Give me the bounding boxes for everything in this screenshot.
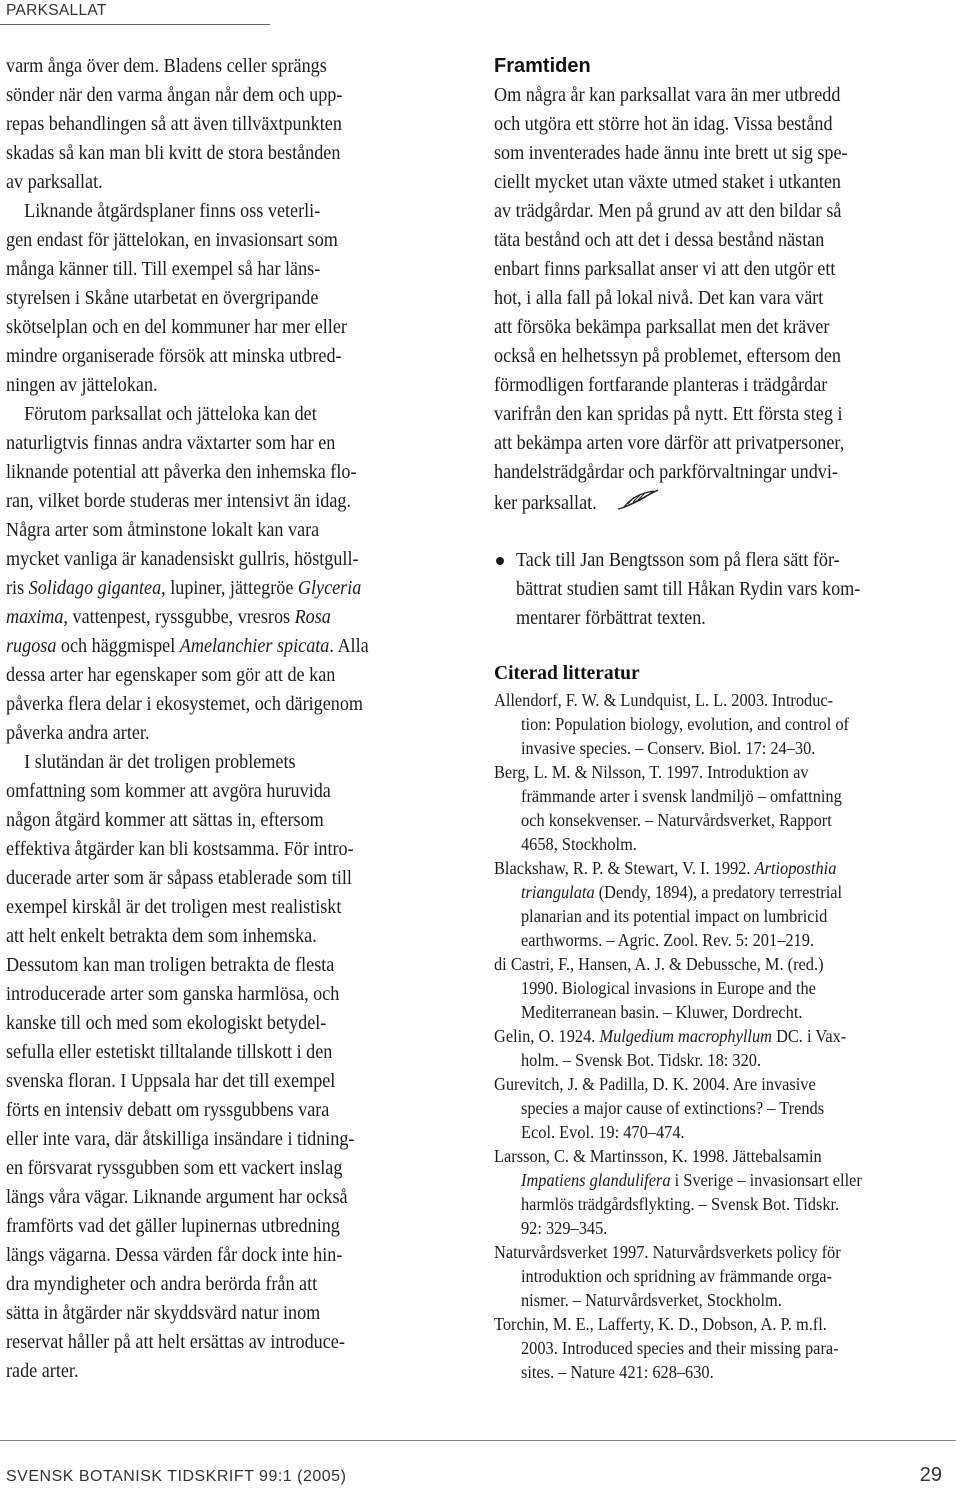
text-line bbox=[516, 604, 956, 633]
text-run: invasive species. – Conserv. Biol. 17: 24–30. bbox=[521, 738, 816, 758]
species-name: Mulgedium macrophyllum bbox=[599, 1026, 772, 1046]
text-line bbox=[494, 1288, 956, 1312]
text-line bbox=[494, 856, 956, 880]
text-run: ningen av jättelokan. bbox=[6, 375, 158, 396]
reference-entry bbox=[494, 760, 956, 856]
text-run: 92: 329–345. bbox=[521, 1218, 608, 1238]
text-run: rugosa och häggmispel Amelanchier spicata. Alla bbox=[6, 636, 369, 657]
text-run: Om några år kan parksallat vara än mer utbredd bbox=[494, 85, 841, 106]
text-run: maxima, vattenpest, ryssgubbe, vresros Rosa bbox=[6, 607, 331, 628]
text-line bbox=[6, 632, 466, 661]
text-run: skadas så kan man bli kvitt de stora bestånden bbox=[6, 143, 341, 164]
text-line bbox=[494, 1024, 956, 1048]
page-number: 29 bbox=[919, 1464, 942, 1486]
text-line bbox=[494, 1144, 956, 1168]
spacer bbox=[494, 516, 956, 546]
text-line bbox=[6, 1038, 466, 1067]
text-run: mentarer förbättrat texten. bbox=[516, 608, 706, 629]
text-run: triangulata (Dendy, 1894), a predatory terrestrial bbox=[521, 882, 843, 902]
text-run: framförts vad det gäller lupinernas utbredning bbox=[6, 1216, 340, 1237]
text-line bbox=[6, 226, 466, 255]
text-line bbox=[6, 748, 466, 777]
text-run: någon åtgärd kommer att sättas in, eftersom bbox=[6, 810, 324, 831]
text-line bbox=[494, 760, 956, 784]
text-line bbox=[6, 719, 466, 748]
text-line bbox=[494, 168, 956, 197]
text-line bbox=[6, 1067, 466, 1096]
text-run: liknande potential att påverka den inhemska flo- bbox=[6, 462, 357, 483]
text-run: förmodligen fortfarande planteras i trädgårdar bbox=[494, 375, 828, 396]
page-footer bbox=[0, 1440, 960, 1495]
text-run: ker parksallat. bbox=[494, 492, 597, 514]
text-line bbox=[494, 1240, 956, 1264]
text-line bbox=[6, 777, 466, 806]
text-run: en försvarat ryssgubben som ett vackert inslag bbox=[6, 1158, 343, 1179]
text-line bbox=[494, 1264, 956, 1288]
species-name: maxima bbox=[6, 607, 64, 628]
header-rule bbox=[0, 24, 270, 25]
text-run: Impatiens glandulifera i Sverige – invasionsart eller bbox=[521, 1170, 862, 1190]
text-run: längs vägarna. Dessa värden får dock inte hin- bbox=[6, 1245, 343, 1266]
text-run: ran, vilket borde studeras mer intensivt än idag. bbox=[6, 491, 351, 512]
text-run: Liknande åtgärdsplaner finns oss veterli- bbox=[6, 201, 321, 222]
text-run: Dessutom kan man troligen betrakta de flesta bbox=[6, 955, 335, 976]
text-line bbox=[6, 516, 466, 545]
text-run: Tack till Jan Bengtsson som på flera sätt för- bbox=[516, 550, 840, 571]
text-run: exempel kirskål är det troligen mest realistiskt bbox=[6, 897, 342, 918]
text-line bbox=[494, 904, 956, 928]
text-run: varm ånga över dem. Bladens celler sprängs bbox=[6, 56, 327, 77]
text-line bbox=[494, 1192, 956, 1216]
text-line bbox=[494, 1072, 956, 1096]
text-line bbox=[6, 371, 466, 400]
text-run: Larsson, C. & Martinsson, K. 1998. Jättebalsamin bbox=[494, 1146, 822, 1166]
text-line bbox=[494, 255, 956, 284]
reference-entry bbox=[494, 952, 956, 1024]
text-line bbox=[6, 1154, 466, 1183]
text-run: naturligtvis finnas andra växtarter som har en bbox=[6, 433, 336, 454]
text-line bbox=[494, 487, 956, 516]
references-heading: Citerad litteratur bbox=[494, 663, 640, 684]
text-run: Mediterranean basin. – Kluwer, Dordrecht. bbox=[521, 1002, 803, 1022]
reference-list bbox=[494, 688, 956, 1384]
text-line bbox=[6, 342, 466, 371]
text-run: repas behandlingen så att även tillväxtpunkten bbox=[6, 114, 342, 135]
text-run: ris Solidago gigantea, lupiner, jättegröe Glyceria bbox=[6, 578, 362, 599]
left-column bbox=[6, 52, 466, 1386]
text-line bbox=[494, 736, 956, 760]
text-run: Gelin, O. 1924. Mulgedium macrophyllum DC. i Vax- bbox=[494, 1026, 847, 1046]
text-line bbox=[6, 458, 466, 487]
text-run: Allendorf, F. W. & Lundquist, L. L. 2003. Introduc- bbox=[494, 690, 834, 710]
text-run: tion: Population biology, evolution, and control of bbox=[521, 714, 849, 734]
text-run: sätta in åtgärder när skyddsvärd natur inom bbox=[6, 1303, 321, 1324]
text-line bbox=[6, 835, 466, 864]
text-line bbox=[6, 1212, 466, 1241]
reference-entry bbox=[494, 1144, 956, 1240]
text-line bbox=[6, 168, 466, 197]
reference-entry bbox=[494, 688, 956, 760]
text-run: Naturvårdsverket 1997. Naturvårdsverkets policy för bbox=[494, 1242, 841, 1262]
text-run: ducerade arter som är såpass etablerade som till bbox=[6, 868, 352, 889]
text-line bbox=[6, 313, 466, 342]
reference-entry bbox=[494, 1312, 956, 1384]
species-name: triangulata bbox=[521, 882, 595, 902]
text-run: reservat håller på att helt ersättas av introduce- bbox=[6, 1332, 345, 1353]
text-run: handelsträdgårdar och parkförvaltningar undvi- bbox=[494, 462, 838, 483]
text-run: förts en intensiv debatt om ryssgubbens vara bbox=[6, 1100, 330, 1121]
text-line bbox=[494, 1336, 956, 1360]
text-run: mycket vanliga är kanadensiskt gullris, höstgull- bbox=[6, 549, 359, 570]
text-line bbox=[494, 1360, 956, 1384]
text-line bbox=[6, 1125, 466, 1154]
text-run: planarian and its potential impact on lumbricid bbox=[521, 906, 828, 926]
text-run: dessa arter har egenskaper som gör att de kan bbox=[6, 665, 336, 686]
text-line bbox=[6, 429, 466, 458]
text-run: omfattning som kommer att avgöra huruvida bbox=[6, 781, 331, 802]
text-run: svenska floran. I Uppsala har det till exempel bbox=[6, 1071, 336, 1092]
text-line bbox=[494, 952, 956, 976]
text-run: nismer. – Naturvårdsverket, Stockholm. bbox=[521, 1290, 782, 1310]
text-run: att försöka bekämpa parksallat men det kräver bbox=[494, 317, 830, 338]
text-line bbox=[494, 197, 956, 226]
text-run: som inventerades hade ännu inte brett ut sig spe- bbox=[494, 143, 848, 164]
footer-rule bbox=[0, 1440, 956, 1441]
text-line bbox=[494, 712, 956, 736]
text-line bbox=[6, 487, 466, 516]
text-line bbox=[494, 226, 956, 255]
text-line bbox=[6, 284, 466, 313]
text-line bbox=[494, 1120, 956, 1144]
text-line bbox=[6, 603, 466, 632]
text-line bbox=[494, 429, 956, 458]
text-line bbox=[6, 893, 466, 922]
text-line bbox=[494, 880, 956, 904]
text-line bbox=[6, 400, 466, 429]
text-run: I slutändan är det troligen problemets bbox=[6, 752, 296, 773]
reference-entry bbox=[494, 1240, 956, 1312]
text-run: mindre organiserade försök att minska utbred- bbox=[6, 346, 342, 367]
text-run: påverka andra arter. bbox=[6, 723, 150, 744]
right-column bbox=[494, 52, 956, 1384]
text-run: bättrat studien samt till Håkan Rydin vars kom- bbox=[516, 579, 861, 600]
text-line bbox=[6, 1270, 466, 1299]
text-run: Några arter som åtminstone lokalt kan vara bbox=[6, 520, 320, 541]
text-line bbox=[6, 864, 466, 893]
text-run: ciellt mycket utan växte utmed staket i utkanten bbox=[494, 172, 841, 193]
text-run: också en helhetssyn på problemet, eftersom den bbox=[494, 346, 841, 367]
text-line bbox=[6, 1357, 466, 1386]
text-line bbox=[6, 139, 466, 168]
text-run: 2003. Introduced species and their missing para- bbox=[521, 1338, 839, 1358]
text-run: Ecol. Evol. 19: 470–474. bbox=[521, 1122, 685, 1142]
future-body bbox=[494, 81, 956, 516]
text-line bbox=[516, 575, 956, 604]
text-line bbox=[494, 1000, 956, 1024]
text-line bbox=[6, 1183, 466, 1212]
species-name: rugosa bbox=[6, 636, 57, 657]
text-line bbox=[494, 808, 956, 832]
text-line bbox=[6, 1009, 466, 1038]
text-line bbox=[6, 52, 466, 81]
text-line bbox=[6, 951, 466, 980]
text-run: styrelsen i Skåne utarbetat en övergripande bbox=[6, 288, 319, 309]
text-line bbox=[6, 81, 466, 110]
text-run: eller inte vara, där åtskilliga insändare i tidning- bbox=[6, 1129, 355, 1150]
text-line bbox=[6, 980, 466, 1009]
reference-entry bbox=[494, 856, 956, 952]
text-line bbox=[494, 976, 956, 1000]
text-line bbox=[6, 110, 466, 139]
text-run: di Castri, F., Hansen, A. J. & Debussche, M. (red.) bbox=[494, 954, 824, 974]
reference-entry bbox=[494, 1024, 956, 1072]
text-line bbox=[494, 928, 956, 952]
text-line bbox=[6, 255, 466, 284]
text-run: Berg, L. M. & Nilsson, T. 1997. Introduktion av bbox=[494, 762, 809, 782]
text-line bbox=[494, 784, 956, 808]
text-run: introducerade arter som ganska harmlösa, och bbox=[6, 984, 340, 1005]
text-line bbox=[6, 806, 466, 835]
text-run: sönder när den varma ångan når dem och upp- bbox=[6, 85, 343, 106]
text-line bbox=[6, 661, 466, 690]
text-run: 1990. Biological invasions in Europe and the bbox=[521, 978, 816, 998]
species-name: Solidago gigantea bbox=[28, 578, 162, 599]
text-line bbox=[494, 371, 956, 400]
text-run: earthworms. – Agric. Zool. Rev. 5: 201–219. bbox=[521, 930, 814, 950]
text-run: och konsekvenser. – Naturvårdsverket, Rapport bbox=[521, 810, 832, 830]
text-run: många känner till. Till exempel så har läns- bbox=[6, 259, 321, 280]
text-run: av parksallat. bbox=[6, 172, 103, 193]
future-heading: Framtiden bbox=[494, 55, 591, 77]
text-run: effektiva åtgärder kan bli kostsamma. För intro- bbox=[6, 839, 354, 860]
text-line bbox=[494, 284, 956, 313]
text-line bbox=[6, 574, 466, 603]
text-line bbox=[494, 342, 956, 371]
text-line bbox=[6, 545, 466, 574]
text-run: Gurevitch, J. & Padilla, D. K. 2004. Are invasive bbox=[494, 1074, 816, 1094]
text-run: och utgöra ett större hot än idag. Vissa bestånd bbox=[494, 114, 833, 135]
text-run: täta bestånd och att det i dessa bestånd nästan bbox=[494, 230, 825, 251]
text-line bbox=[6, 1328, 466, 1357]
text-run: 4658, Stockholm. bbox=[521, 834, 637, 854]
text-run: främmande arter i svensk landmiljö – omfattning bbox=[521, 786, 842, 806]
text-line bbox=[494, 1312, 956, 1336]
text-line bbox=[494, 313, 956, 342]
acknowledgement bbox=[494, 546, 956, 633]
text-line bbox=[494, 400, 956, 429]
text-line bbox=[6, 197, 466, 226]
species-name: Amelanchier spicata bbox=[179, 636, 330, 657]
text-run: Blackshaw, R. P. & Stewart, V. I. 1992. Artioposthia bbox=[494, 858, 837, 878]
text-run: varifrån den kan spridas på nytt. Ett första steg i bbox=[494, 404, 843, 425]
text-line bbox=[494, 1168, 956, 1192]
bullet-icon bbox=[496, 557, 504, 565]
text-run: sefulla eller estetiskt tilltalande tillskott i den bbox=[6, 1042, 333, 1063]
species-name: Glyceria bbox=[297, 578, 362, 599]
text-run: enbart finns parksallat anser vi att den utgör ett bbox=[494, 259, 836, 280]
text-line bbox=[494, 1048, 956, 1072]
journal-title: SVENSK BOTANISK TIDSKRIFT 99:1 (2005) bbox=[6, 1468, 347, 1485]
text-run: species a major cause of extinctions? – Trends bbox=[521, 1098, 825, 1118]
text-run: Förutom parksallat och jätteloka kan det bbox=[6, 404, 317, 425]
text-run: holm. – Svensk Bot. Tidskr. 18: 320. bbox=[521, 1050, 762, 1070]
text-run: att bekämpa arten vore därför att privatpersoner, bbox=[494, 433, 845, 454]
text-run: att helt enkelt betrakta dem som inhemska. bbox=[6, 926, 317, 947]
text-line bbox=[494, 139, 956, 168]
text-run: sites. – Nature 421: 628–630. bbox=[521, 1362, 714, 1382]
text-line bbox=[6, 1096, 466, 1125]
text-run: gen endast för jättelokan, en invasionsart som bbox=[6, 230, 338, 251]
text-line bbox=[494, 1096, 956, 1120]
text-line bbox=[494, 81, 956, 110]
text-run: dra myndigheter och andra berörda från att bbox=[6, 1274, 318, 1295]
species-name: Impatiens glandulifera bbox=[521, 1170, 671, 1190]
text-run: hot, i alla fall på lokal nivå. Det kan vara värt bbox=[494, 288, 824, 309]
spacer bbox=[494, 633, 956, 659]
text-run: harmlös trädgårdsflykting. – Svensk Bot. Tidskr. bbox=[521, 1194, 840, 1214]
text-run: introduktion och spridning av främmande orga- bbox=[521, 1266, 832, 1286]
text-line bbox=[494, 1216, 956, 1240]
text-line bbox=[6, 1299, 466, 1328]
text-line bbox=[516, 546, 956, 575]
text-line bbox=[6, 690, 466, 719]
text-line bbox=[494, 832, 956, 856]
text-run: kanske till och med som ekologiskt betydel- bbox=[6, 1013, 327, 1034]
text-run: rade arter. bbox=[6, 1361, 79, 1382]
feather-end-mark-icon bbox=[614, 487, 662, 522]
text-run: av trädgårdar. Men på grund av att den bildar så bbox=[494, 201, 842, 222]
text-run: längs våra vägar. Liknande argument har också bbox=[6, 1187, 348, 1208]
species-name: Rosa bbox=[294, 607, 331, 628]
text-run: Torchin, M. E., Lafferty, K. D., Dobson, A. P. m.fl. bbox=[494, 1314, 827, 1334]
species-name: Artioposthia bbox=[754, 858, 837, 878]
text-line bbox=[494, 688, 956, 712]
text-line bbox=[6, 922, 466, 951]
reference-entry bbox=[494, 1072, 956, 1144]
running-header bbox=[0, 0, 960, 30]
text-line bbox=[494, 458, 956, 487]
text-run: påverka flera delar i ekosystemet, och därigenom bbox=[6, 694, 364, 715]
text-line bbox=[6, 1241, 466, 1270]
section-label: PARKSALLAT bbox=[6, 2, 107, 19]
text-run: skötselplan och en del kommuner har mer eller bbox=[6, 317, 347, 338]
text-line bbox=[494, 110, 956, 139]
